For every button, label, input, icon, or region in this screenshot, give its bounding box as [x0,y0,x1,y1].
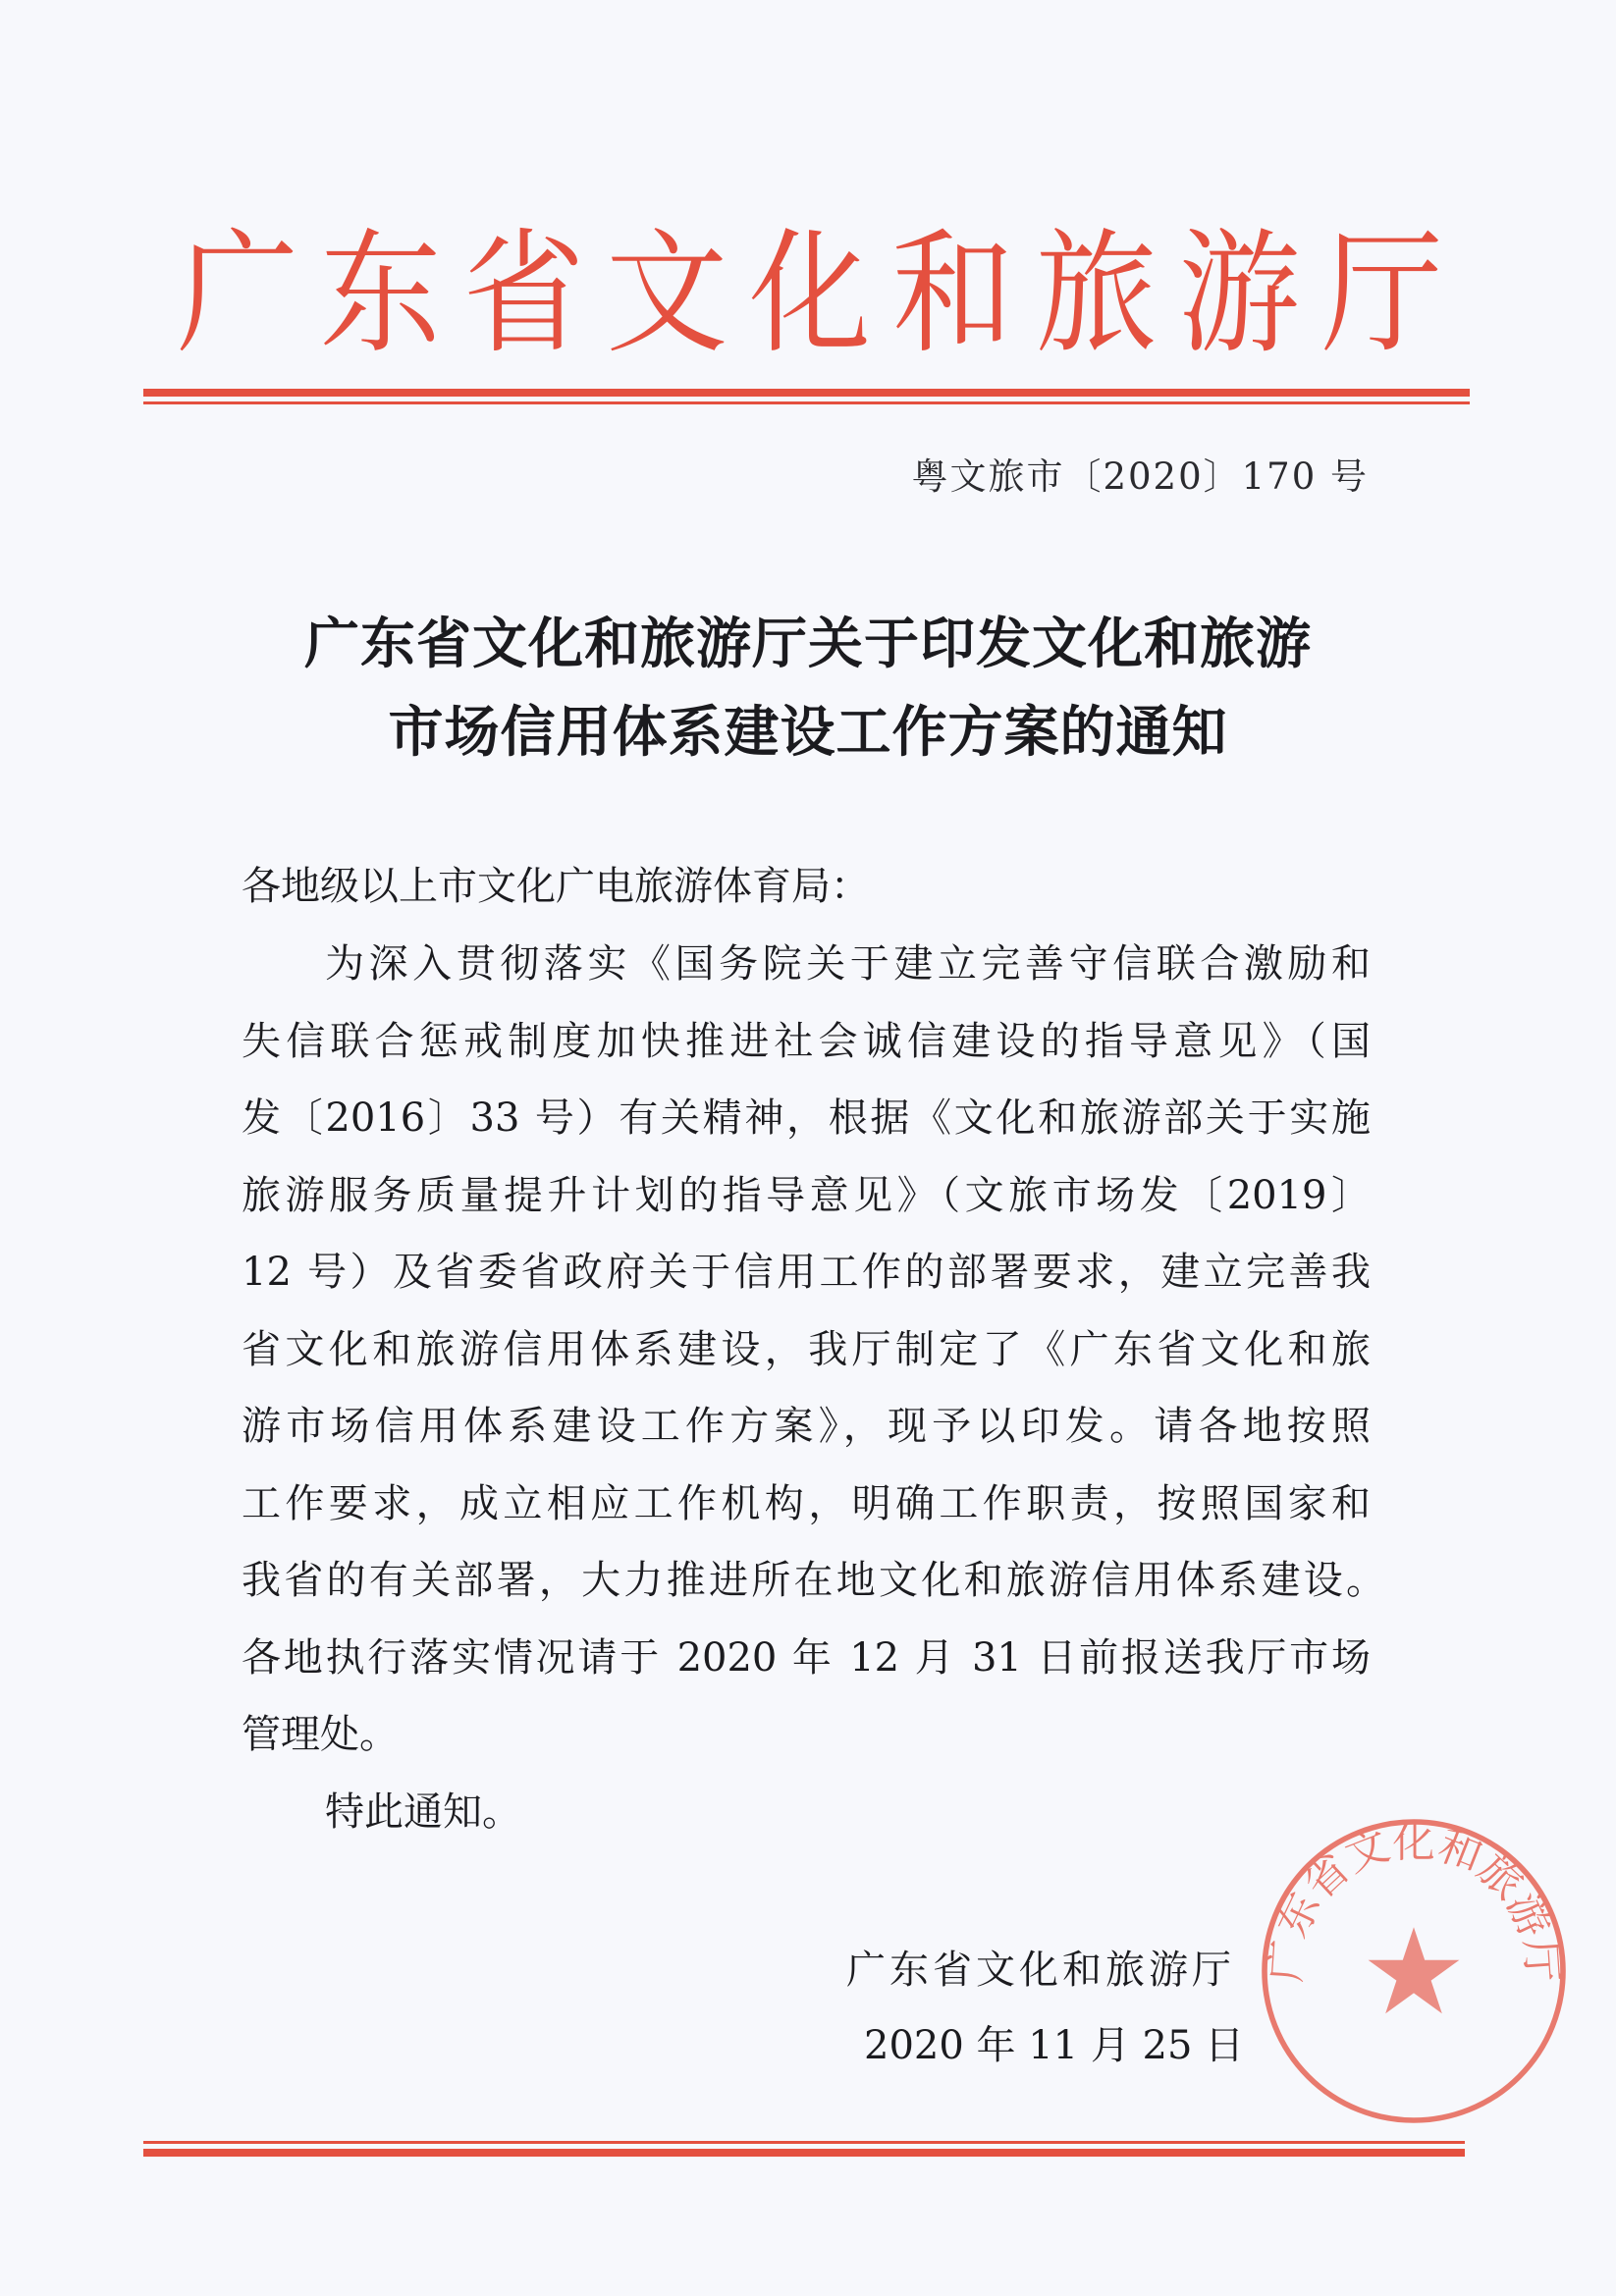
body-line: 省文化和旅游信用体系建设，我厅制定了《广东省文化和旅 [242,1327,1371,1372]
footer-rule-thick [143,2149,1465,2157]
footer-rule-thin [143,2141,1465,2144]
header-rule-thick [143,389,1470,397]
signing-organization: 广东省文化和旅游厅 [846,1948,1231,1993]
organization-letterhead: 广东省文化和旅游厅 [177,216,1443,373]
seal-star-icon [1369,1927,1460,2013]
closing-remark: 特此通知。 [325,1789,521,1835]
body-line: 发〔2016〕33 号）有关精神，根据《文化和旅游部关于实施 [242,1095,1371,1141]
body-line: 失信联合惩戒制度加快推进社会诚信建设的指导意见》（国 [242,1019,1371,1064]
body-line: 旅游服务质量提升计划的指导意见》（文旅市场发〔2019〕 [242,1173,1371,1218]
seal-text: 广东省文化和旅游厅 [1261,1818,1567,1984]
body-line: 游市场信用体系建设工作方案》，现予以印发。请各地按照 [242,1404,1371,1449]
body-line: 为深入贯彻落实《国务院关于建立完善守信联合激励和 [325,941,1371,987]
body-line: 管理处。 [242,1712,399,1757]
document-title-line1: 广东省文化和旅游厅关于印发文化和旅游 [304,612,1312,676]
body-line: 12 号）及省委省政府关于信用工作的部署要求，建立完善我 [242,1250,1371,1295]
body-line: 我省的有关部署，大力推进所在地文化和旅游信用体系建设。 [242,1558,1385,1603]
body-line: 工作要求，成立相应工作机构，明确工作职责，按照国家和 [242,1481,1371,1526]
body-line: 各地执行落实情况请于 2020 年 12 月 31 日前报送我厅市场 [242,1635,1371,1681]
signing-date: 2020 年 11 月 25 日 [864,2023,1245,2068]
document-title-line2: 市场信用体系建设工作方案的通知 [388,700,1228,765]
official-seal [1257,1814,1571,2128]
header-rule-thin [143,401,1470,404]
salutation: 各地级以上市文化广电旅游体育局： [242,864,870,909]
document-number: 粤文旅市〔2020〕170 号 [911,455,1369,498]
